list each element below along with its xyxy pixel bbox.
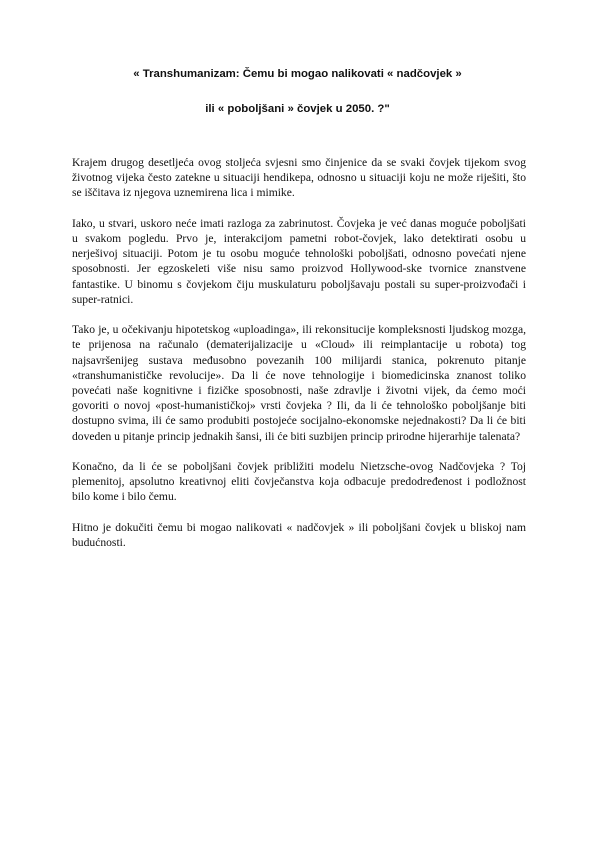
paragraph: Krajem drugog desetljeća ovog stoljeća svjesni smo činjenice da se svaki čovjek tijekom svog životnog vijeka često zatekne u situaciji hendikepa, odnosno u situaciji koju ne može riješiti, što se iščitava iz njegova uznemirena lica i mimike. <box>72 156 526 200</box>
paragraph: Tako je, u očekivanju hipotetskog «uploadinga», ili rekonsitucije kompleksnosti ljudskog mozga, te prijenosa na računalo (dematerijalizacije u «Cloud» ili reimplantacije u robota) tog najsavršenijeg sustava međusobno povezanih 100 milijardi stanica, pokrenuto pitanje «transhumanističke revolucije». Da li će nove tehnologije i biomedicinska znanost toliko povećati naše kognitivne i fizičke sposobnosti, naše zdravlje i životni vijek, da ćemo moći govoriti o novoj «post-humanističkoj» vrsti čovjeka ? Ili, da li će tehnološko poboljšanje biti dostupno svima, ili će samo produbiti postojeće socijalno-ekonomske nejednakosti? Da li će biti doveden u pitanje princip jednakih šansi, ili će biti suzbijen princip prirodne hijerarhije talenata? <box>72 323 526 443</box>
paragraph: Hitno je dokučiti čemu bi mogao nalikovati « nadčovjek » ili poboljšani čovjek u bliskoj nam budućnosti. <box>72 520 526 550</box>
paragraph: Konačno, da li će se poboljšani čovjek približiti modelu Nietzsche-ovog Nadčovjeka ? Toj plemenitoj, apsolutno kreativnoj eliti čovječanstva koja odbacuje predodređenost i podložnost bilo kome i bilo čemu. <box>72 460 526 504</box>
document-body <box>72 155 526 565</box>
paragraph: Iako, u stvari, uskoro neće imati razloga za zabrinutost. Čovjeka je već danas moguće poboljšati u svakom pogledu. Prvo je, interakcijom pametni robot-čovjek, lako detektirati osobu u nerješivoj situaciji. Potom je tu osobu moguće tehnološki poboljšati, odnosno povećati njene sposobnosti. Jer egzoskeleti više nisu samo proizvod Hollywood-ske tvornice znanstvene fantastike. U binomu s čovjekom čiju muskulaturu poboljšavaju postali su super-proizvođači i super-ratnici. <box>72 216 526 306</box>
document-title-line-1: « Transhumanizam: Čemu bi mogao nalikovati « nadčovjek » <box>133 68 462 80</box>
document-title-line-2: ili « poboljšani » čovjek u 2050. ?" <box>205 103 390 115</box>
